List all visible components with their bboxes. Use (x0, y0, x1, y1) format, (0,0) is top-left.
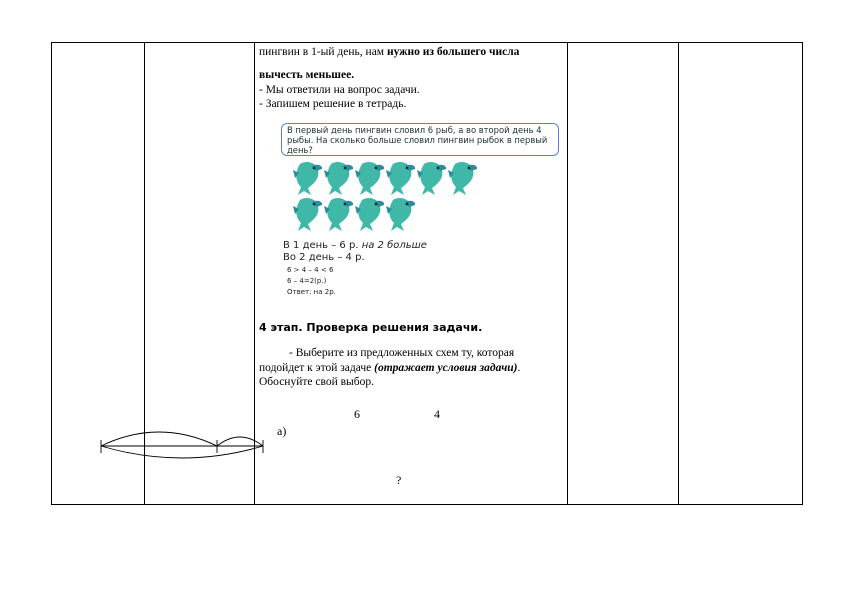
fish-icon (293, 162, 322, 195)
scheme-arc-four (217, 437, 263, 446)
instruction-line-2 (259, 361, 520, 375)
scheme-arc-total (101, 446, 263, 458)
scheme-value-right: 4 (434, 407, 440, 421)
day1-difference: на 2 больше (358, 240, 427, 251)
day1-line (283, 240, 427, 252)
fish-icon (448, 162, 477, 195)
day1-text: В 1 день – 6 р. (283, 240, 359, 251)
problem-text: В первый день пингвин словил 6 рыб, а во второй день 4 рыбы. На сколько больше словил пингвин рыбок в первый день? (287, 125, 548, 156)
lesson-line-2: вычесть меньшее. (259, 69, 355, 81)
calc-line-1: 6 > 4 – 4 < 6 (287, 266, 334, 274)
scheme-value-left: 6 (354, 407, 360, 421)
scheme-diagram (95, 422, 270, 467)
stage-title: 4 этап. Проверка решения задачи. (259, 321, 483, 334)
fish-row-2 (293, 198, 415, 231)
lesson-line-1-normal: пингвин в 1-ый день, нам (259, 46, 387, 58)
fish-icon (324, 198, 353, 231)
answer-line: Ответ: на 2р. (287, 288, 336, 296)
instruction-line-1: - Выберите из предложенных схем ту, которая (289, 347, 515, 359)
fish-icon (324, 162, 353, 195)
scheme-arc-six (101, 432, 217, 446)
fish-icon (386, 162, 415, 195)
fish-icon (386, 198, 415, 231)
fish-row-1 (293, 162, 477, 195)
lesson-line-3: - Мы ответили на вопрос задачи. (259, 84, 420, 96)
instruction-line-2-normal: подойдет к этой задаче (259, 362, 375, 374)
fish-illustration (280, 158, 480, 240)
fish-icon (355, 162, 384, 195)
lesson-line-1 (259, 45, 519, 59)
scheme-question-mark: ? (396, 473, 402, 487)
lesson-line-4: - Запишем решение в тетрадь. (259, 98, 407, 110)
instruction-line-3: Обоснуйте свой выбор. (259, 376, 374, 388)
instruction-line-2-end: . (517, 362, 521, 374)
fish-icon (417, 162, 446, 195)
day2-line: Во 2 день – 4 р. (283, 252, 365, 263)
lesson-line-1-bold: нужно из большего числа (386, 46, 520, 58)
fish-icon (355, 198, 384, 231)
fish-icon (293, 198, 322, 231)
calc-line-2: 6 – 4=2(р.) (287, 277, 327, 285)
scheme-label-a: а) (277, 424, 287, 438)
instruction-line-2-emphasis: (отражает условия задачи) (374, 362, 518, 374)
